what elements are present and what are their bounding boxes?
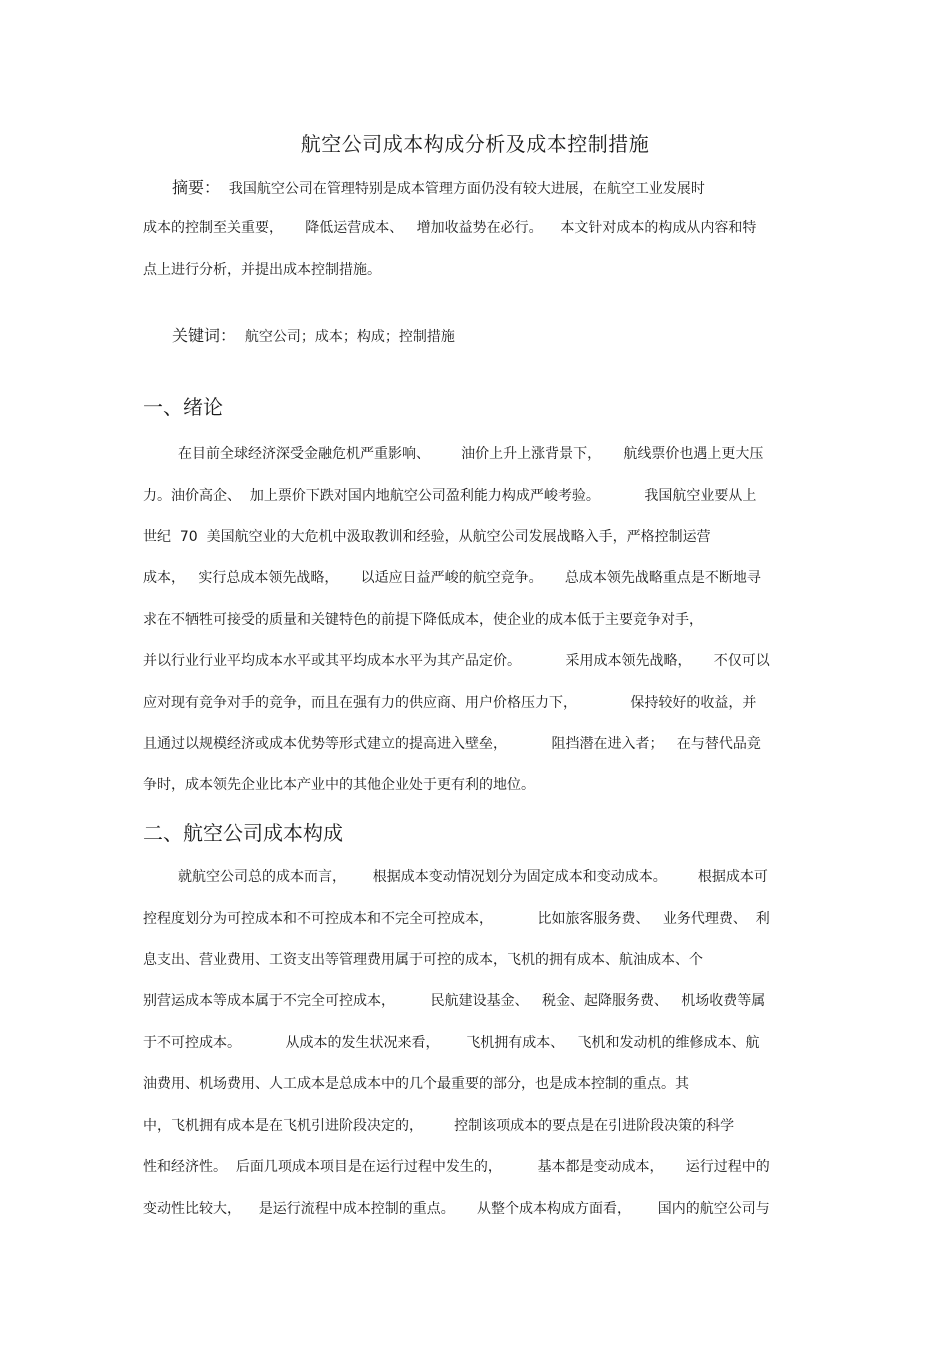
paragraph-line: 力。油价高企、 加上票价下跌对国内地航空公司盈利能力构成严峻考验。 我国航空业要从上 [143, 488, 757, 504]
paragraph-line: 息支出、营业费用、工资支出等管理费用属于可控的成本，飞机的拥有成本、航油成本、个 [143, 952, 703, 968]
paragraph-line: 油费用、机场费用、人工成本是总成本中的几个最重要的部分，也是成本控制的重点。其 [143, 1076, 689, 1092]
paragraph-line: 别营运成本等成本属于不完全可控成本， 民航建设基金、 税金、起降服务费、 机场收费等属 [143, 993, 766, 1009]
abstract-line: 点上进行分析，并提出成本控制措施。 [143, 262, 381, 278]
paragraph-line: 且通过以规模经济或成本优势等形式建立的提高进入壁垒， 阻挡潜在进入者； 在与替代品竞 [143, 736, 761, 752]
keywords-text: 航空公司；成本；构成；控制措施 [244, 329, 455, 345]
section-heading: 一、绪论 [143, 395, 223, 419]
paragraph-line: 争时，成本领先企业比本产业中的其他企业处于更有利的地位。 [143, 777, 535, 793]
paragraph-line: 于不可控成本。 从成本的发生状况来看， 飞机拥有成本、 飞机和发动机的维修成本、航 [143, 1035, 760, 1051]
paragraph-line: 求在不牺牲可接受的质量和关键特色的前提下降低成本，使企业的成本低于主要竞争对手， [143, 612, 703, 628]
abstract-line: 成本的控制至关重要， 降低运营成本、 增加收益势在必行。 本文针对成本的构成从内容和特 [143, 220, 757, 236]
paragraph-line: 并以行业行业平均成本水平或其平均成本水平为其产品定价。 采用成本领先战略， 不仅可以 [143, 653, 770, 669]
section-heading: 二、航空公司成本构成 [143, 821, 343, 845]
keywords-label: 关键词： [172, 326, 237, 345]
paragraph-line: 控程度划分为可控成本和不可控成本和不完全可控成本， 比如旅客服务费、 业务代理费、 利 [143, 911, 770, 927]
paragraph-line: 在目前全球经济深受金融危机严重影响、 油价上升上涨背景下， 航线票价也遇上更大压 [178, 446, 764, 462]
paragraph-line: 就航空公司总的成本而言， 根据成本变动情况划分为固定成本和变动成本。 根据成本可 [178, 869, 768, 885]
paragraph-line: 成本， 实行总成本领先战略， 以适应日益严峻的航空竞争。 总成本领先战略重点是不断地寻 [143, 570, 761, 586]
paragraph-line: 性和经济性。 后面几项成本项目是在运行过程中发生的， 基本都是变动成本， 运行过程中的 [143, 1159, 770, 1175]
paragraph-line: 变动性比较大， 是运行流程中成本控制的重点。 从整个成本构成方面看， 国内的航空公司与 [143, 1201, 770, 1217]
keywords-line [172, 326, 455, 347]
document-title: 航空公司成本构成分析及成本控制措施 [300, 132, 650, 156]
paragraph-line: 世纪 70 美国航空业的大危机中汲取教训和经验，从航空公司发展战略入手，严格控制运营 [143, 529, 711, 545]
paragraph-line: 中，飞机拥有成本是在飞机引进阶段决定的， 控制该项成本的要点是在引进阶段决策的科学 [143, 1118, 735, 1134]
abstract-line: 摘要： 我国航空公司在管理特别是成本管理方面仍没有较大进展，在航空工业发展时 [172, 178, 705, 197]
abstract-label: 摘要： [172, 178, 221, 197]
paragraph-line: 应对现有竞争对手的竞争，而且在强有力的供应商、用户价格压力下， 保持较好的收益，并 [143, 695, 757, 711]
